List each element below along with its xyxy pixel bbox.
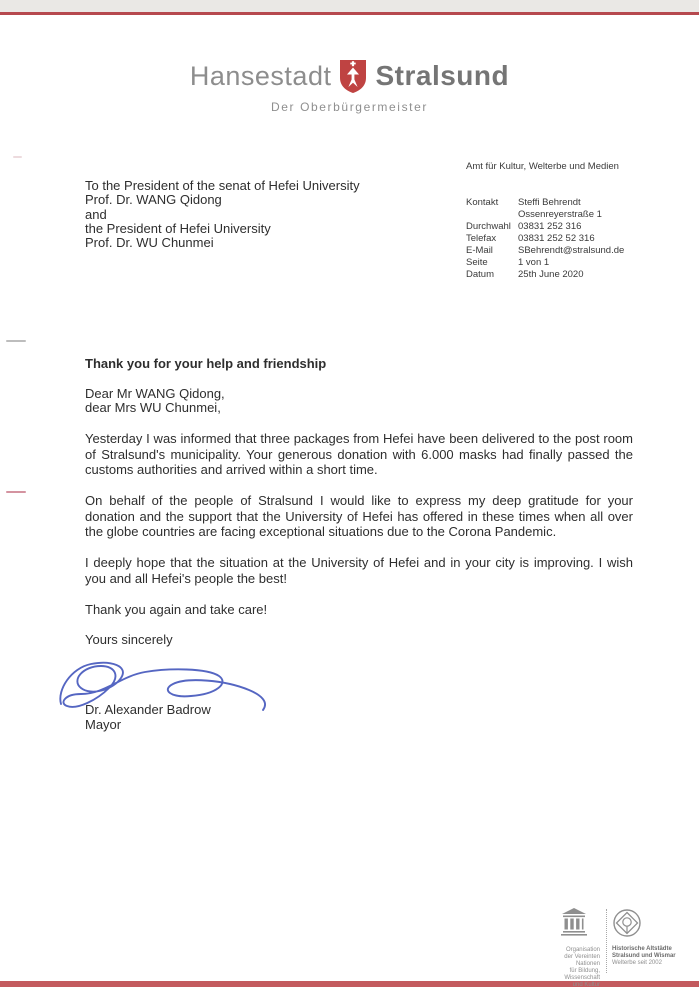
meta-row-seite bbox=[466, 257, 686, 269]
letter-body bbox=[85, 356, 633, 663]
heritage-caption-line: Stralsund und Wismar bbox=[612, 953, 676, 959]
salutation bbox=[85, 387, 633, 416]
city-logo bbox=[0, 58, 699, 94]
recipient-address bbox=[85, 179, 445, 250]
paragraph-3: I deeply hope that the situation at the University of Hefei and in your city is improving. I wish you and all Hefei's people the best! bbox=[85, 555, 633, 586]
meta-value: 25th June 2020 bbox=[518, 269, 584, 280]
department-line: Amt für Kultur, Welterbe und Medien bbox=[466, 161, 619, 172]
meta-row-datum bbox=[466, 269, 686, 281]
paragraph-4: Thank you again and take care! bbox=[85, 601, 268, 617]
salutation-line-2: dear Mrs WU Chunmei, bbox=[85, 400, 221, 416]
unesco-temple-icon bbox=[561, 908, 587, 943]
stralsund-shield-icon bbox=[338, 58, 368, 94]
footer-divider bbox=[606, 909, 607, 973]
footer-logos bbox=[548, 908, 694, 988]
closing-line: Yours sincerely bbox=[85, 632, 173, 648]
city-prefix-text: Hansestadt bbox=[189, 60, 332, 91]
fold-mark-top bbox=[13, 156, 22, 158]
meta-label: Seite bbox=[466, 257, 488, 268]
unesco-caption bbox=[548, 947, 600, 989]
meta-value: 03831 252 316 bbox=[518, 221, 582, 232]
signer-block bbox=[85, 703, 211, 732]
meta-row-durchwahl bbox=[466, 221, 686, 233]
city-name-text: Stralsund bbox=[375, 60, 510, 91]
scan-top-red-line bbox=[0, 12, 699, 15]
fold-mark-middle bbox=[6, 340, 26, 342]
recipient-line: Prof. Dr. WU Chunmei bbox=[85, 235, 214, 251]
signer-name: Dr. Alexander Badrow bbox=[85, 702, 211, 717]
scan-top-gray-band bbox=[0, 0, 699, 12]
unesco-caption-line: für Bildung, Wissenschaft bbox=[564, 968, 600, 981]
letterhead-subtitle: Der Oberbürgermeister bbox=[271, 100, 428, 114]
meta-label: Telefax bbox=[466, 233, 497, 244]
heritage-caption bbox=[612, 946, 676, 967]
recipient-line: Prof. Dr. WANG Qidong bbox=[85, 192, 222, 208]
meta-value: 1 von 1 bbox=[518, 257, 550, 268]
signer-title: Mayor bbox=[85, 716, 122, 732]
recipient-line: and bbox=[85, 206, 107, 222]
meta-label: E-Mail bbox=[466, 245, 493, 256]
heritage-caption-line: Historische Altstädte bbox=[612, 946, 672, 952]
unesco-caption-line: der Vereinten Nationen bbox=[564, 954, 600, 967]
meta-label: Datum bbox=[466, 269, 494, 280]
subject-line: Thank you for your help and friendship bbox=[85, 356, 327, 371]
letterhead bbox=[0, 58, 699, 114]
contact-info-block bbox=[466, 197, 686, 281]
meta-row-email bbox=[466, 245, 686, 257]
fold-mark-bottom bbox=[6, 491, 26, 493]
heritage-caption-line: Welterbe seit 2002 bbox=[612, 960, 662, 966]
meta-row-street bbox=[466, 209, 686, 221]
meta-label bbox=[466, 209, 518, 221]
meta-value: Ossenreyerstraße 1 bbox=[518, 209, 602, 220]
recipient-line: the President of Hefei University bbox=[85, 220, 271, 236]
world-heritage-emblem-icon bbox=[612, 908, 642, 943]
meta-value: Steffi Behrendt bbox=[518, 197, 581, 208]
meta-row-kontakt bbox=[466, 197, 686, 209]
meta-label: Durchwahl bbox=[466, 221, 511, 232]
unesco-block bbox=[548, 908, 600, 989]
unesco-caption-line: und Kultur bbox=[572, 982, 600, 988]
paragraph-2: On behalf of the people of Stralsund I would like to express my deep gratitude for your donation and the support that the University of Hefei has offered in these times when all over the globe countries are facing exceptional situations due to the Corona Pandemic. bbox=[85, 493, 633, 540]
meta-row-telefax bbox=[466, 233, 686, 245]
meta-value: SBehrendt@stralsund.de bbox=[518, 245, 625, 256]
world-heritage-block bbox=[612, 908, 676, 967]
meta-value: 03831 252 52 316 bbox=[518, 233, 595, 244]
paragraph-1: Yesterday I was informed that three packages from Hefei have been delivered to the post room of Stralsund's municipality. Your generous donation with 6.000 masks had finally passed the customs authorities and arrived within a short time. bbox=[85, 430, 633, 478]
salutation-line-1: Dear Mr WANG Qidong, bbox=[85, 385, 225, 401]
recipient-line: To the President of the senat of Hefei University bbox=[85, 178, 360, 193]
meta-label: Kontakt bbox=[466, 197, 499, 208]
unesco-caption-line: Organisation bbox=[565, 947, 600, 953]
